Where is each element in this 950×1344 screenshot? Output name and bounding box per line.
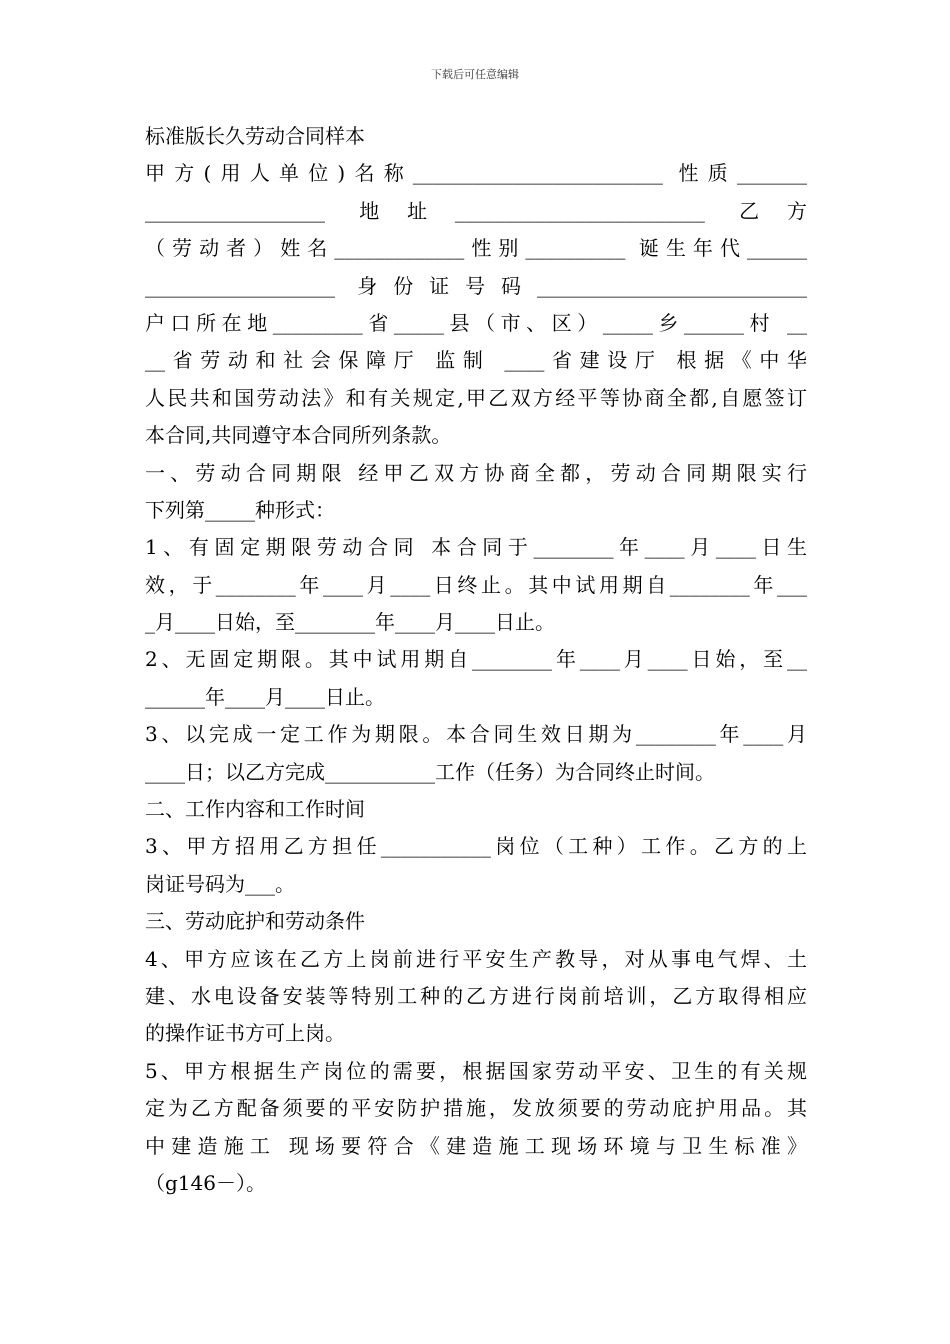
text-line: 一、劳动合同期限 经甲乙双方协商全都，劳动合同期限实行 (145, 460, 807, 485)
text-line: __省劳动和社会保障厅 监制 ____省建设厅 根据《中华 (145, 348, 807, 373)
text-line: 下列第_____种形式： (145, 497, 335, 522)
text-line: 人民共和国劳动法》和有关规定,甲乙双方经平等协商全都,自愿签订 (145, 385, 807, 410)
text-line: 3、甲方招用乙方担任___________岗位（工种）工作。乙方的上 (145, 834, 807, 859)
text-line: 2、无固定期限。其中试用期自________年____月____日始，至__ (145, 647, 807, 672)
text-line: 户口所在地_________省_____县（市、区）_____乡______村 __ (145, 310, 807, 335)
text-line: 的操作证书方可上岗。 (145, 1021, 345, 1046)
document-title: 标准版长久劳动合同样本 (145, 124, 365, 148)
text-line: 岗证号码为___。 (145, 871, 295, 896)
text-line: 5、甲方根据生产岗位的需要，根据国家劳动平安、卫生的有关规 (145, 1058, 807, 1083)
text-line: ___________________ 身份证号码___________________________ (145, 273, 807, 298)
text-line: _月____日始，至________年____月____日止。 (145, 610, 555, 635)
text-line: __________________ 地址_________________________ 乙方 (145, 198, 807, 223)
text-line: （劳动者）姓名_____________性别__________ 诞生年代______ (145, 236, 807, 261)
text-line: 中建造施工 现场要符合《建造施工现场环境与卫生标准》 (145, 1133, 807, 1158)
text-line: 本合同,共同遵守本合同所列条款。 (145, 423, 452, 448)
document-body (145, 118, 807, 1202)
text-line: 1、有固定期限劳动合同 本合同于________年____月____日生 (145, 535, 807, 560)
section-heading: 三、劳动庇护和劳动条件 (145, 909, 365, 934)
text-line: （g146－）。 (145, 1170, 266, 1195)
text-line: ______年____月____日止。 (145, 684, 385, 709)
text-line: 定为乙方配备须要的平安防护措施，发放须要的劳动庇护用品。其 (145, 1096, 807, 1121)
text-line: 3、以完成一定工作为期限。本合同生效日期为________年____月 (145, 722, 807, 747)
text-line: 建、水电设备安装等特别工种的乙方进行岗前培训，乙方取得相应 (145, 983, 807, 1008)
text-line: 甲方(用人单位)名称_________________________ 性质_______ (145, 161, 807, 186)
text-line: ____日；以乙方完成___________工作（任务）为合同终止时间。 (145, 759, 715, 784)
text-line: 4、甲方应该在乙方上岗前进行平安生产教导，对从事电气焊、土 (145, 946, 807, 971)
page-header: 下载后可任意编辑 (431, 68, 519, 81)
text-line: 效，于________年____月____日终止。其中试用期自________年___ (145, 572, 807, 597)
section-heading: 二、工作内容和工作时间 (145, 797, 365, 822)
